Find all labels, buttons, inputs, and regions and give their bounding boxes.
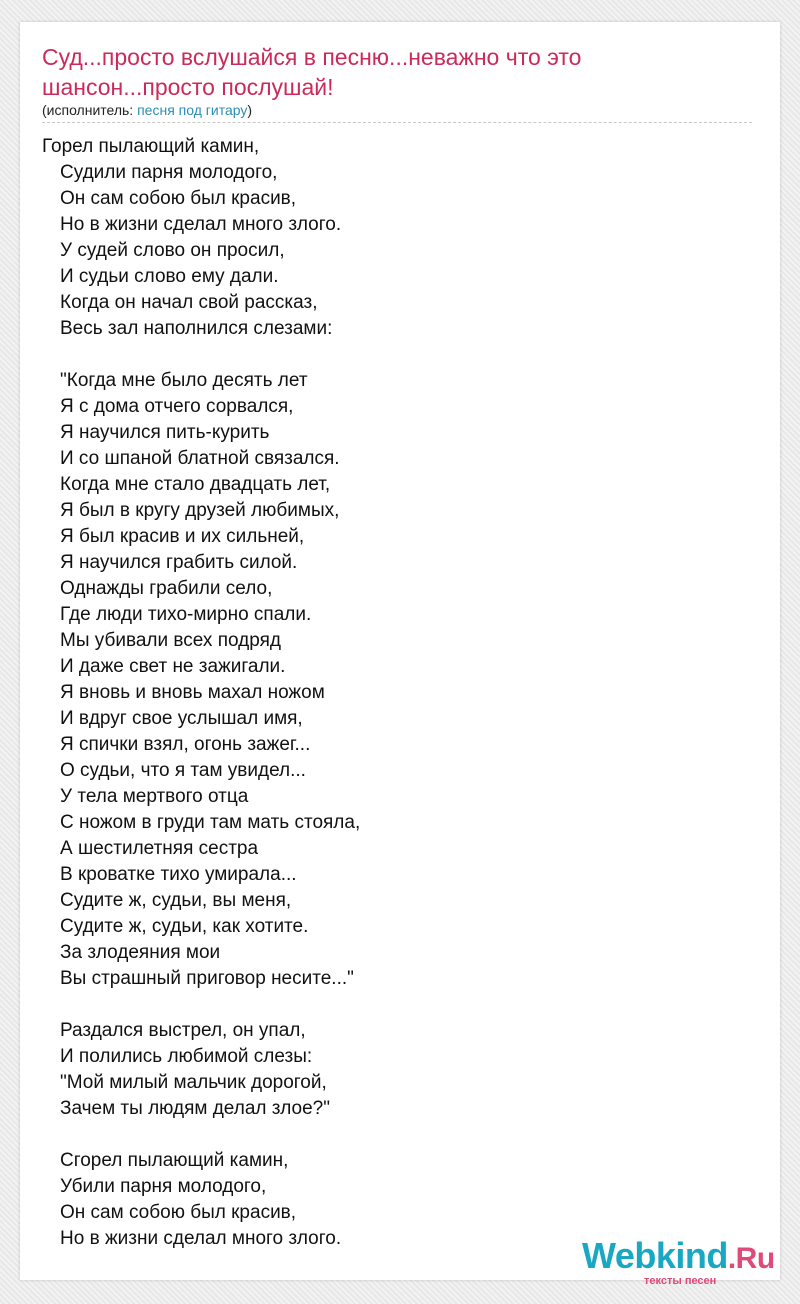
lyric-line: С ножом в груди там мать стояла, bbox=[60, 812, 361, 833]
lyric-line: Я с дома отчего сорвался, bbox=[60, 396, 294, 417]
lyric-line: Судите ж, судьи, как хотите. bbox=[60, 916, 309, 937]
lyric-line: Весь зал наполнился слезами: bbox=[60, 318, 333, 339]
performer-line bbox=[42, 101, 252, 119]
lyric-line: Где люди тихо-мирно спали. bbox=[60, 604, 312, 625]
lyric-line: Он сам собою был красив, bbox=[60, 188, 297, 209]
lyric-line: И вдруг свое услышал имя, bbox=[60, 708, 303, 729]
lyric-line: Когда он начал свой рассказ, bbox=[60, 292, 318, 313]
lyric-line: У судей слово он просил, bbox=[60, 240, 285, 261]
lyric-line: Вы страшный приговор несите..." bbox=[60, 968, 354, 989]
lyric-line: А шестилетняя сестра bbox=[60, 838, 259, 859]
webkind-logo[interactable] bbox=[582, 1235, 782, 1285]
lyric-line bbox=[42, 342, 742, 368]
lyric-line: Я был красив и их сильней, bbox=[60, 526, 305, 547]
lyric-line: И судьи слово ему дали. bbox=[60, 266, 279, 287]
dashed-divider bbox=[42, 122, 752, 123]
lyric-line: Я был в кругу друзей любимых, bbox=[60, 500, 340, 521]
lyric-line: Я научился пить-курить bbox=[60, 422, 270, 443]
lyric-line: Сгорел пылающий камин, bbox=[60, 1150, 289, 1171]
lyric-line: Когда мне стало двадцать лет, bbox=[60, 474, 331, 495]
lyrics-text bbox=[42, 134, 742, 1252]
lyric-line: Горел пылающий камин, bbox=[42, 136, 260, 157]
lyric-line: В кроватке тихо умирала... bbox=[60, 864, 297, 885]
logo-brand: Webkind.Ru bbox=[582, 1235, 775, 1276]
lyric-line: Зачем ты людям делал злое?" bbox=[60, 1098, 330, 1119]
lyric-line bbox=[42, 992, 742, 1018]
lyric-line bbox=[42, 1122, 742, 1148]
lyric-line: Мы убивали всех подряд bbox=[60, 630, 281, 651]
lyric-line: Судите ж, судьи, вы меня, bbox=[60, 890, 292, 911]
lyrics-card bbox=[20, 22, 780, 1287]
lyric-line: За злодеяния мои bbox=[60, 942, 221, 963]
lyric-line: Но в жизни сделал много злого. bbox=[60, 1228, 342, 1249]
lyric-line: "Мой милый мальчик дорогой, bbox=[60, 1072, 327, 1093]
song-title: Суд...просто вслушайся в песню...неважно что это шансон...просто послушай! bbox=[42, 44, 582, 100]
lyric-line: И даже свет не зажигали. bbox=[60, 656, 286, 677]
lyric-line: Я вновь и вновь махал ножом bbox=[60, 682, 325, 703]
performer-suffix: ) bbox=[247, 102, 253, 118]
performer-prefix: (исполнитель: bbox=[42, 102, 138, 118]
logo-tagline: тексты песен bbox=[644, 1275, 717, 1287]
lyric-line: О судьи, что я там увидел... bbox=[60, 760, 306, 781]
lyric-line: У тела мертвого отца bbox=[60, 786, 249, 807]
performer-link[interactable]: песня под гитару bbox=[137, 102, 248, 118]
lyric-line: Я научился грабить силой. bbox=[60, 552, 298, 573]
lyric-line: Однажды грабили село, bbox=[60, 578, 273, 599]
lyric-line: Но в жизни сделал много злого. bbox=[60, 214, 342, 235]
lyric-line: Он сам собою был красив, bbox=[60, 1202, 297, 1223]
lyric-line: Судили парня молодого, bbox=[60, 162, 278, 183]
lyric-line: Убили парня молодого, bbox=[60, 1176, 267, 1197]
lyric-line: И со шпаной блатной связался. bbox=[60, 448, 340, 469]
lyric-line: И полились любимой слезы: bbox=[60, 1046, 313, 1067]
lyric-line: Раздался выстрел, он упал, bbox=[60, 1020, 306, 1041]
lyric-line: "Когда мне было десять лет bbox=[60, 370, 308, 391]
lyric-line: Я спички взял, огонь зажег... bbox=[60, 734, 311, 755]
